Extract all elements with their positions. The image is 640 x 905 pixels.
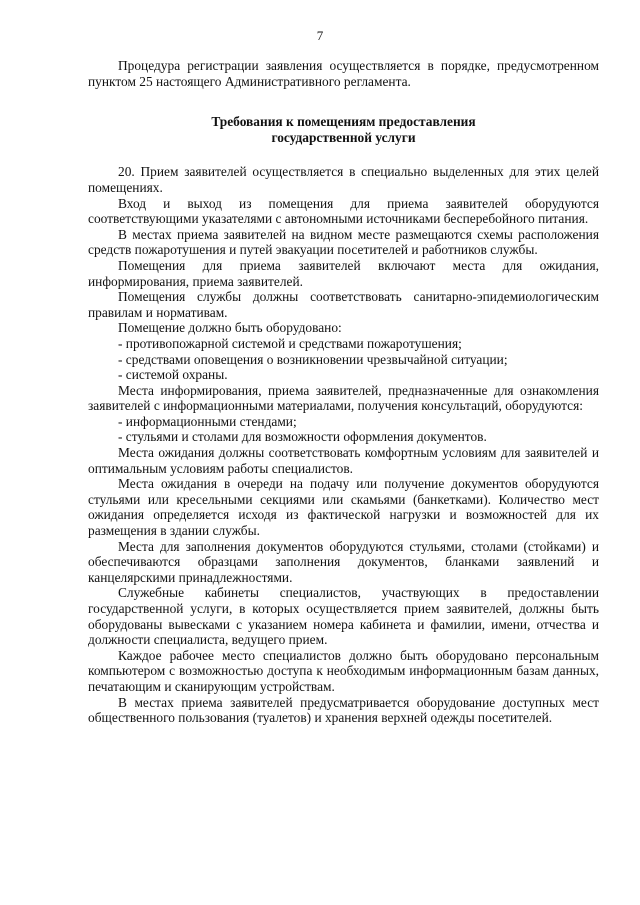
section-title-line-2: государственной услуги [271, 129, 416, 145]
paragraph-filling-places: Места для заполнения документов оборудуются стульями, столами (стойками) и обеспечиваются образцами заполнения документов, бланками заявлений и канцелярскими принадлежностями. [88, 538, 599, 585]
equipment-list-item: - противопожарной системой и средствами пожаротушения; [118, 335, 462, 351]
paragraph-rooms-comply: Помещения службы должны соответствовать санитарно-эпидемиологическим правилам и нормативам. [88, 289, 599, 320]
page-number: 7 [316, 28, 324, 43]
intro-paragraph: Процедура регистрации заявления осуществляется в порядке, предусмотренном пунктом 25 настоящего Административного регламента. [88, 58, 599, 89]
info-list-item: - стульями и столами для возможности оформления документов. [118, 429, 487, 445]
paragraph-public-places: В местах приема заявителей предусматривается оборудование доступных мест общественного пользования (туалетов) и хранения верхней одежды посетителей. [88, 694, 599, 726]
paragraph-rooms-include: Помещения для приема заявителей включают места для ожидания, информирования, приема заявителей. [88, 257, 599, 289]
paragraph-20: 20. Прием заявителей осуществляется в специально выделенных для этих целей помещениях. [88, 164, 599, 195]
paragraph-entry: Вход и выход из помещения для приема заявителей оборудуются соответствующими указателями с автономными источниками бесперебойного питания. [88, 195, 599, 227]
paragraph-offices: Служебные кабинеты специалистов, участвующих в предоставлении государственной услуги, в которых осуществляется прием заявителей, должны быть оборудованы вывесками с указанием номера кабинета и фамилии, имени, отчества и должности специалиста, ведущего прием. [88, 585, 599, 648]
document-body [88, 58, 599, 726]
info-list-item: - информационными стендами; [118, 413, 297, 429]
paragraph-waiting-queue: Места ожидания в очереди на подачу или получение документов оборудуются стульями или кресельными секциями или скамьями (банкетками). Количество мест ожидания определяется исходя из фактической нагрузки и возможностей для их размещения в здании службы. [88, 476, 599, 539]
section-title [88, 114, 599, 145]
section-title-line-1: Требования к помещениям предоставления [211, 114, 476, 130]
paragraph-info-places: Места информирования, приема заявителей, предназначенные для ознакомления заявителей с информационными материалами, получения консультаций, оборудуются: [88, 382, 599, 414]
equipment-list-item: - системой охраны. [118, 367, 228, 383]
paragraph-schemes: В местах приема заявителей на видном месте размещаются схемы расположения средств пожаротушения и путей эвакуации посетителей и работников службы. [88, 226, 599, 258]
paragraph-waiting-comfort: Места ожидания должны соответствовать комфортным условиям для заявителей и оптимальным условиям работы специалистов. [88, 445, 599, 476]
paragraph-equipped-intro: Помещение должно быть оборудовано: [118, 320, 342, 336]
paragraph-workplace: Каждое рабочее место специалистов должно быть оборудовано персональным компьютером с возможностью доступа к необходимым информационным базам данных, печатающим и сканирующим устройствам. [88, 647, 599, 694]
equipment-list-item: - средствами оповещения о возникновении чрезвычайной ситуации; [118, 351, 508, 367]
